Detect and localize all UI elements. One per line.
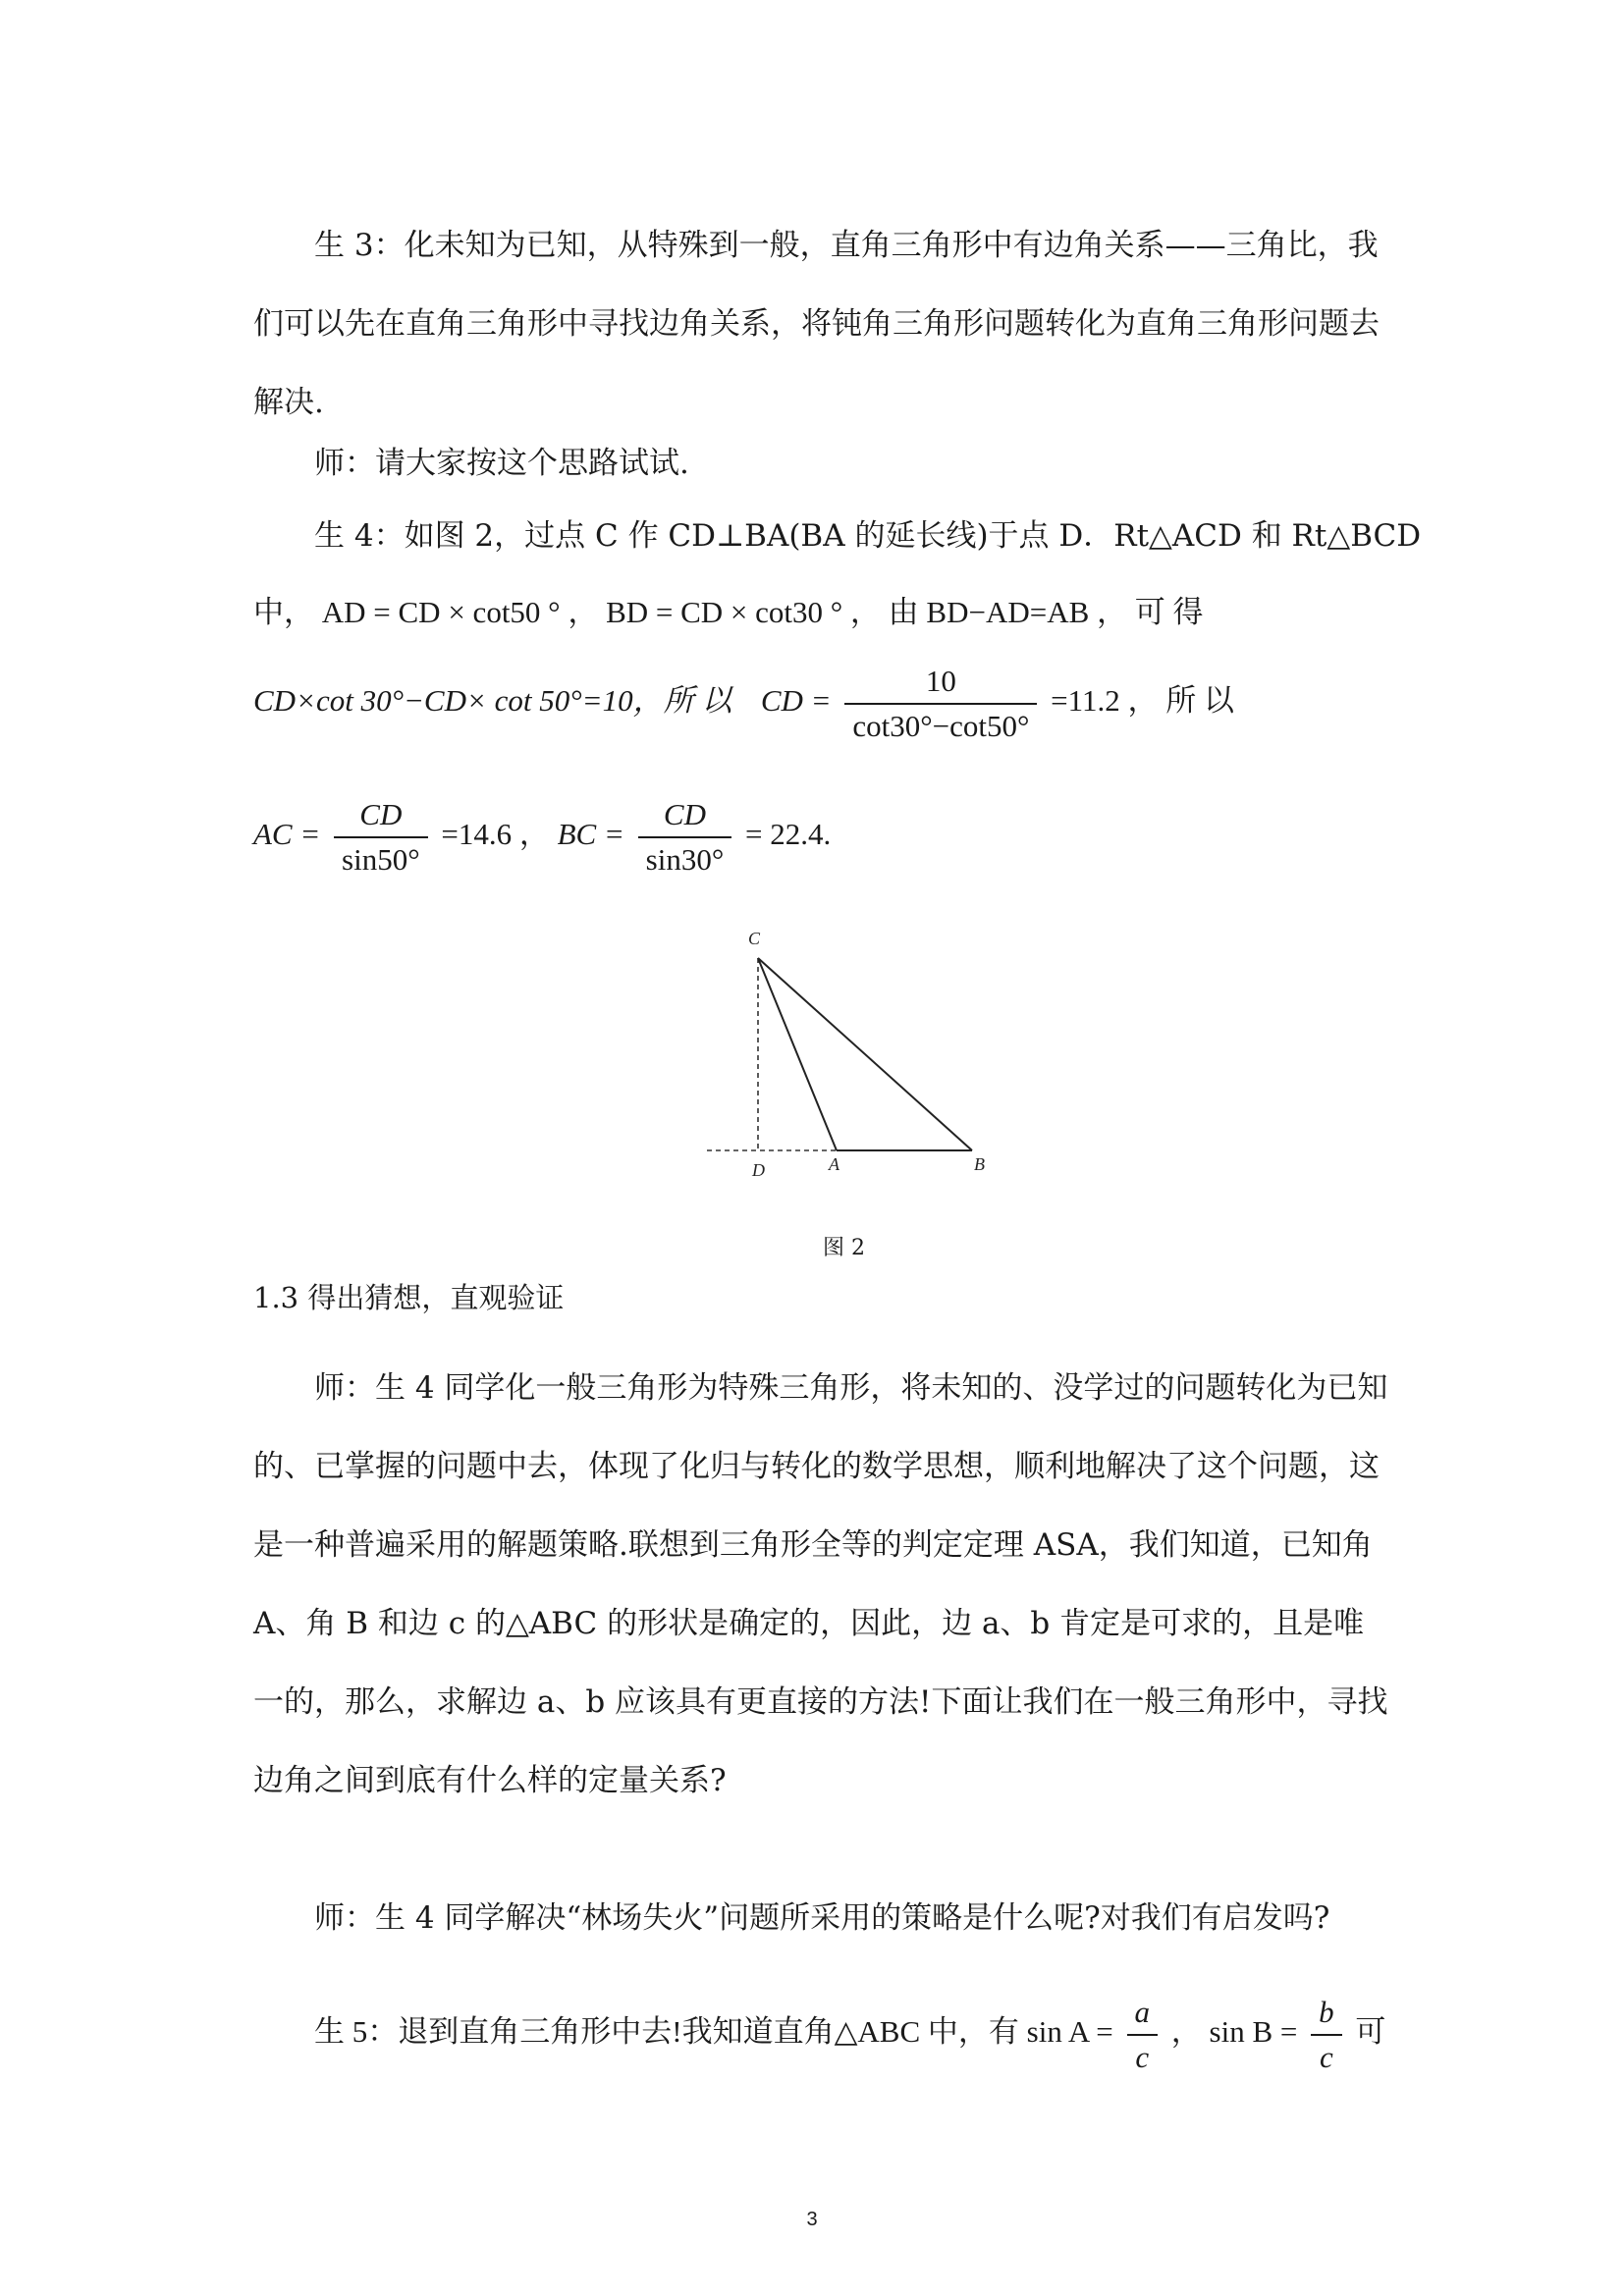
label-d: D — [752, 1160, 765, 1180]
student5-mid: ， sin B = — [1170, 2014, 1298, 2050]
paragraph-teacher2: 师：生 4 同学化一般三角形为特殊三角形，将未知的、没学过的问题转化为已知的、已掌握的问题中去，体现了化归与转化的数学思想，顺利地解决了这个问题，这是一种普遍采用的解题策略.联想到三角形全等的判定定理 ASA，我们知道，已知角 A、角 B 和边 c 的△ABC 的形状是确定的，因此，边 a、b 肯定是可求的，且是唯一的，那么，求解边 a、b 应该具有更直接的方法!下面让我们在一般三角形中，寻找边角之间到底有什么样的定量关系? — [253, 1370, 1388, 1798]
paragraph-student4-line1: 生 4：如图 2，过点 C 作 CD⊥BA(BA 的延长线)于点 D．Rt△ACD 和 Rt△BCD — [314, 518, 1422, 554]
equation-cd-lhs: CD = — [760, 683, 832, 719]
label-a: A — [829, 1154, 839, 1174]
equation-ac-fraction — [334, 793, 428, 881]
equation-bc-lhs: BC = — [557, 817, 624, 852]
fraction-a-over-c — [1127, 1991, 1159, 2079]
equation-bc-fraction — [638, 793, 732, 881]
equation-cd-rhs: =11.2 ， 所 以 — [1051, 683, 1234, 719]
page-number: 3 — [806, 2209, 818, 2230]
paragraph-teacher1: 师：请大家按这个思路试试. — [314, 446, 689, 481]
equation-cd-line — [253, 660, 1234, 748]
equation-cd-numerator: 10 — [844, 660, 1037, 705]
fraction-b-denominator: c — [1319, 2040, 1333, 2074]
equation-ac-denominator: sin50° — [342, 842, 420, 877]
segment-cb — [758, 958, 972, 1150]
paragraph-student3: 生 3：化未知为已知，从特殊到一般，直角三角形中有边角关系——三角比，我们可以先在直角三角形中寻找边角关系，将钝角三角形问题转化为直角三角形问题去解决. — [253, 228, 1380, 420]
figure-2-diagram — [687, 923, 1021, 1188]
student5-text: 生 5：退到直角三角形中去!我知道直角△ABC 中，有 sin A = — [314, 2014, 1113, 2050]
equation-cd-fraction — [844, 660, 1037, 748]
segment-ca — [758, 958, 837, 1150]
student5-end: 可 — [1355, 2014, 1386, 2050]
paragraph-teacher3: 师：生 4 同学解决“林场失火”问题所采用的策略是什么呢?对我们有启发吗? — [314, 1900, 1330, 1936]
fraction-b-numerator: b — [1311, 1991, 1342, 2036]
paragraph-student4-line2: 中， AD = CD × cot50 ° ， BD = CD × cot30 ° ， 由 BD−AD=AB ， 可 得 — [253, 595, 1204, 629]
label-c: C — [748, 929, 761, 948]
equation-ac-rhs: =14.6 ， — [441, 817, 550, 852]
equation-bc-rhs: = 22.4. — [744, 817, 832, 852]
equation-cd-denominator: cot30°−cot50° — [852, 709, 1030, 743]
fraction-a-numerator: a — [1127, 1991, 1159, 2036]
paragraph-student5 — [314, 1991, 1385, 2079]
label-b: B — [974, 1154, 985, 1174]
section-heading: 1.3 得出猜想，直观验证 — [253, 1281, 565, 1314]
fraction-a-denominator: c — [1135, 2040, 1150, 2074]
fraction-b-over-c — [1311, 1991, 1342, 2079]
figure-caption: 图 2 — [823, 1236, 865, 1260]
equation-ac-lhs: AC = — [253, 817, 321, 852]
equation-ac-numerator: CD — [334, 793, 428, 838]
equation-bc-numerator: CD — [638, 793, 732, 838]
equation-ac-bc-line — [253, 793, 831, 881]
equation-bc-denominator: sin30° — [645, 842, 725, 877]
equation-cd-left: CD×cot 30°−CD× cot 50°=10，所 以 — [253, 683, 732, 719]
